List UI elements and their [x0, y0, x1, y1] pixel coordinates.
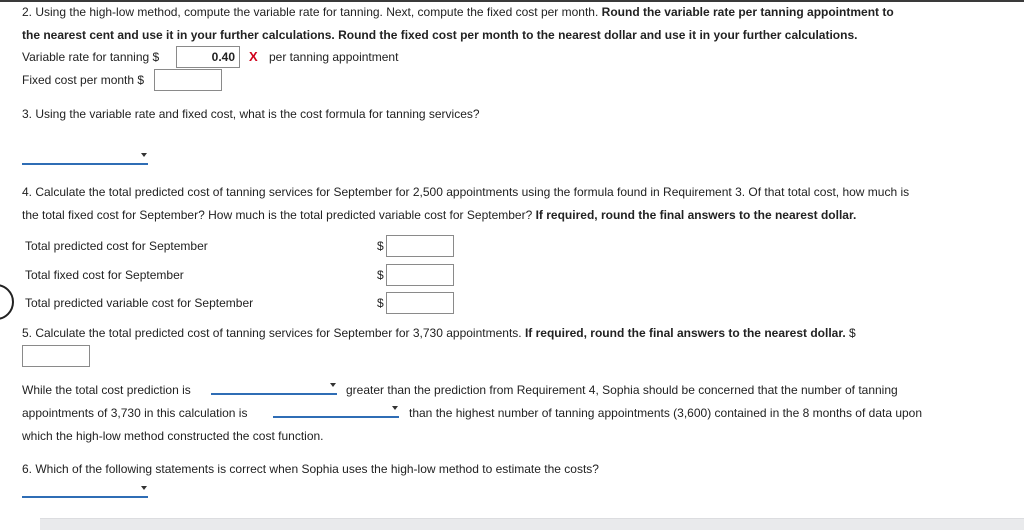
comparison-select-2[interactable] — [273, 404, 399, 418]
q4-question-line2 — [22, 208, 856, 222]
comparison-select-1[interactable] — [211, 381, 337, 395]
currency-symbol: $ — [377, 239, 384, 253]
q5-paragraph-b: greater than the prediction from Requirement 4, Sophia should be concerned that the number of tanning — [346, 383, 898, 397]
variable-rate-suffix: per tanning appointment — [269, 50, 399, 64]
chevron-down-icon — [141, 153, 147, 157]
q5-bold-text: If required, round the final answers to the nearest dollar. — [524, 326, 846, 340]
q6-question: 6. Which of the following statements is correct when Sophia uses the high-low method to estimate the costs? — [22, 462, 599, 476]
september-3730-cost-input[interactable] — [22, 345, 90, 367]
total-variable-cost-label: Total predicted variable cost for September — [25, 296, 254, 310]
q5-paragraph-d: than the highest number of tanning appointments (3,600) contained in the 8 months of data upon — [409, 406, 923, 420]
q3-question: 3. Using the variable rate and fixed cost, what is the cost formula for tanning services? — [22, 107, 480, 121]
q4-text: the total fixed cost for September? How much is the total predicted variable cost for September? — [22, 208, 536, 222]
cost-formula-select[interactable] — [22, 151, 148, 165]
q5-paragraph-c: appointments of 3,730 in this calculation is — [22, 406, 248, 420]
incorrect-x-icon: X — [249, 49, 258, 64]
chevron-down-icon — [141, 486, 147, 490]
q5-paragraph-e: which the high-low method constructed the cost function. — [22, 429, 324, 443]
q5-question — [22, 326, 856, 340]
fixed-cost-label: Fixed cost per month $ — [22, 73, 145, 87]
statement-select[interactable] — [22, 484, 148, 498]
currency-symbol: $ — [377, 268, 384, 282]
chevron-down-icon — [392, 406, 398, 410]
q5-paragraph-a: While the total cost prediction is — [22, 383, 191, 397]
cursor-circle-marker — [0, 284, 14, 320]
top-border — [0, 0, 1024, 2]
q2-bold-text: Round the variable rate per tanning appointment to — [601, 5, 894, 19]
q2-bold-text-2: the nearest cent and use it in your further calculations. Round the fixed cost per month to the nearest dollar and use it in your further calculations. — [22, 28, 858, 42]
chevron-down-icon — [330, 383, 336, 387]
fixed-cost-input[interactable] — [154, 69, 222, 91]
total-fixed-cost-input[interactable] — [386, 264, 454, 286]
bottom-panel-edge — [40, 518, 1024, 530]
variable-rate-label: Variable rate for tanning $ — [22, 50, 160, 64]
total-predicted-cost-input[interactable] — [386, 235, 454, 257]
q4-question-line1: 4. Calculate the total predicted cost of tanning services for September for 2,500 appointments using the formula found in Requirement 3. Of that total cost, how much is — [22, 185, 910, 199]
q2-text: 2. Using the high-low method, compute the variable rate for tanning. Next, compute the fixed cost per month. — [22, 5, 602, 19]
currency-symbol: $ — [377, 296, 384, 310]
currency-symbol: $ — [849, 326, 856, 340]
total-predicted-cost-label: Total predicted cost for September — [25, 239, 208, 253]
q5-text: 5. Calculate the total predicted cost of tanning services for September for 3,730 appointments. — [22, 326, 525, 340]
total-variable-cost-input[interactable] — [386, 292, 454, 314]
total-fixed-cost-label: Total fixed cost for September — [25, 268, 184, 282]
q2-instructions-line1 — [22, 5, 894, 19]
variable-rate-input[interactable]: 0.40 — [176, 46, 240, 68]
q4-bold-text: If required, round the final answers to the nearest dollar. — [535, 208, 857, 222]
q2-instructions-line2 — [22, 28, 857, 42]
